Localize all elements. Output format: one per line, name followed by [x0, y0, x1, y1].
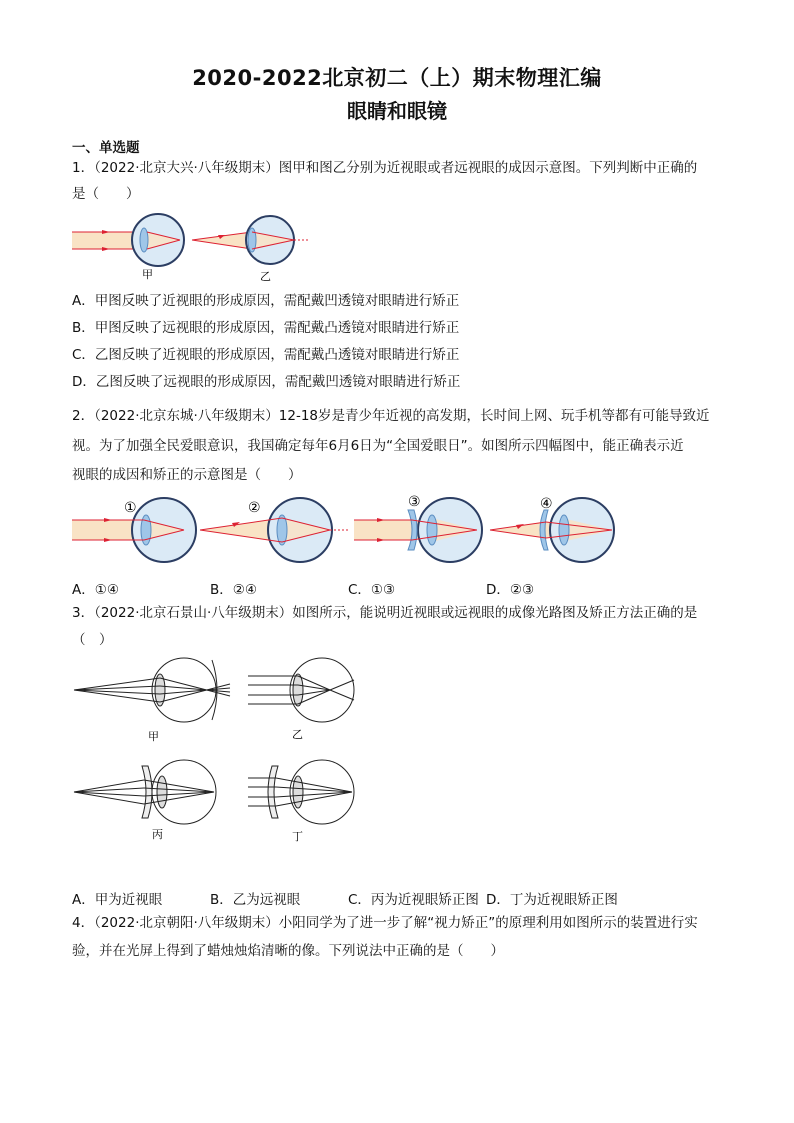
page-title: 2020-2022北京初二（上）期末物理汇编: [192, 66, 602, 90]
q2-fig-label-2: ②: [248, 500, 261, 516]
q4-stem-line1: 4．（2022·北京朝阳·八年级期末）小阳同学为了进一步了解“视力矫正”的原理利用如图所示的装置进行实: [72, 915, 698, 931]
q3-option-c: C．丙为近视眼矫正图: [348, 892, 479, 908]
q1-fig-jia: [72, 214, 184, 266]
q3-fig-bing: [74, 760, 216, 824]
q3-fig-yi: [248, 658, 354, 722]
q3-figure: [72, 656, 372, 846]
q2-fig-label-1: ①: [124, 500, 137, 516]
q1-figure: [72, 210, 332, 285]
q2-fig-2: [200, 498, 350, 562]
q2-figure: [72, 492, 632, 564]
q2-stem-line2: 视。为了加强全民爱眼意识，我国确定每年6月6日为“全国爱眼日”。如图所示四幅图中，能正确表示近: [72, 438, 684, 454]
q2-fig-1: [72, 498, 196, 562]
q2-fig-4: [490, 496, 614, 562]
section-heading: 一、单选题: [72, 140, 140, 156]
page-subtitle: 眼睛和眼镜: [347, 99, 447, 123]
q3-option-d: D．丁为近视眼矫正图: [486, 892, 618, 908]
q1-fig-label-yi: 乙: [260, 270, 271, 283]
q2-option-c: C．①③: [348, 582, 396, 598]
q3-fig-label-jia: 甲: [148, 730, 159, 743]
q2-fig-label-3: ③: [408, 494, 421, 510]
q3-fig-ding: [248, 760, 354, 824]
q1-option-c: C．乙图反映了近视眼的形成原因，需配戴凸透镜对眼睛进行矫正: [72, 347, 460, 363]
q2-stem-line3: 视眼的成因和矫正的示意图是（ ）: [72, 467, 302, 483]
q3-stem-line1: 3．（2022·北京石景山·八年级期末）如图所示，能说明近视眼或远视眼的成像光路图及矫正方法正确的是: [72, 605, 698, 621]
q3-fig-jia: [74, 658, 230, 722]
q1-option-d: D．乙图反映了远视眼的形成原因，需配戴凹透镜对眼睛进行矫正: [72, 374, 461, 390]
q1-stem-line1: 1．（2022·北京大兴·八年级期末）图甲和图乙分别为近视眼或者远视眼的成因示意图。下列判断中正确的: [72, 160, 698, 176]
q4-stem-line2: 验，并在光屏上得到了蜡烛烛焰清晰的像。下列说法中正确的是（ ）: [72, 943, 504, 959]
q1-stem-line2: 是（ ）: [72, 186, 140, 202]
q3-fig-label-ding: 丁: [292, 830, 303, 843]
q2-option-a: A．①④: [72, 582, 119, 598]
q3-stem-line2: （ ）: [72, 632, 113, 648]
q1-fig-yi: [192, 216, 308, 264]
q3-option-b: B．乙为远视眼: [210, 892, 301, 908]
q2-option-d: D．②③: [486, 582, 535, 598]
q1-fig-label-jia: 甲: [142, 268, 153, 281]
q2-stem-line1: 2．（2022·北京东城·八年级期末）12-18岁是青少年近视的高发期，长时间上网、玩手机等都有可能导致近: [72, 408, 710, 424]
q3-fig-label-yi: 乙: [292, 728, 303, 741]
q2-fig-3: [354, 494, 482, 562]
q1-option-b: B．甲图反映了远视眼的形成原因，需配戴凸透镜对眼睛进行矫正: [72, 320, 460, 336]
q2-option-b: B．②④: [210, 582, 257, 598]
q3-option-a: A．甲为近视眼: [72, 892, 163, 908]
q3-fig-label-bing: 丙: [152, 828, 163, 841]
q2-fig-label-4: ④: [540, 496, 553, 512]
q1-option-a: A．甲图反映了近视眼的形成原因，需配戴凹透镜对眼睛进行矫正: [72, 293, 460, 309]
